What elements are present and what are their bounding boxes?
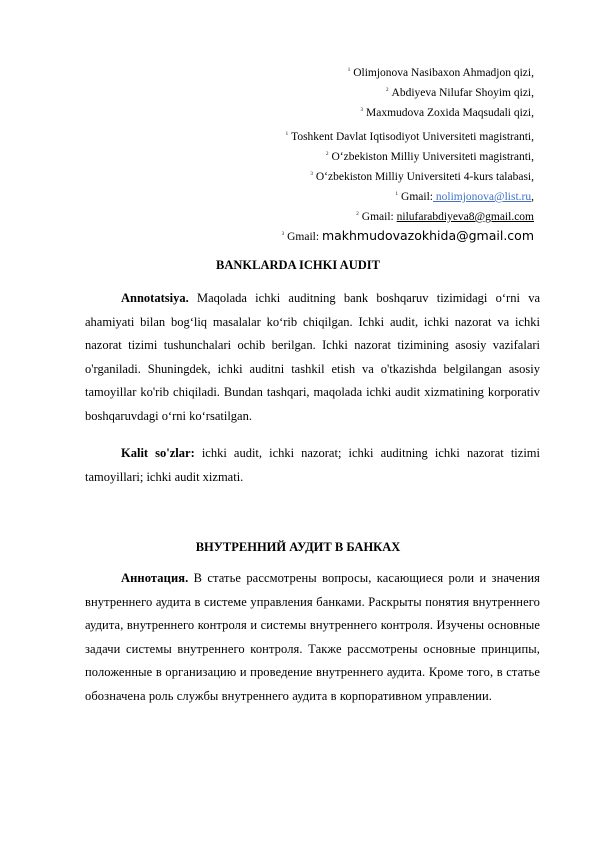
affiliation-text: Toshkent Davlat Iqtisodiyot Universiteti magistranti, — [291, 131, 534, 144]
email-1 — [282, 186, 534, 206]
author-name-text: Abdiyeva Nilufar Shoyim qizi, — [391, 86, 534, 99]
footnote-marker: 1 — [347, 68, 351, 73]
ru-abstract — [85, 567, 540, 708]
author-name-text: Olimjonova Nasibaxon Ahmadjon qizi, — [353, 66, 534, 79]
keywords-text: ichki audit, ichki nazorat; ichki auditning ichki nazorat tizimi tamoyillari; ichki audit xizmati. — [85, 446, 540, 484]
affiliation-2 — [282, 146, 534, 166]
uz-abstract — [85, 287, 540, 428]
abstract-label: Аннотация. — [121, 571, 189, 585]
affiliation-text: O‘zbekiston Milliy Universiteti 4-kurs talabasi, — [315, 170, 534, 183]
footnote-marker: 2 — [326, 152, 329, 158]
abstract-text: Maqolada ichki auditning bank boshqaruv tizimidagi o‘rni va ahamiyati bilan bog‘liq masalalar ko‘rib chiqilgan. Ichki audit, ichki nazorat va ichki nazorat tizimi tushunchalari ochib berilgan. Ichki nazorat tizimining asosiy vazifalari o'rganiladi. Shuningdek, ichki auditni tashkil etish va o'tkazishda belgilangan asosiy tamoyillar ko'rib chiqiladi. Bundan tashqari, maqolada ichki audit xizmatining korporativ boshqaruvdagi o‘rni ko‘rsatilgan. — [85, 291, 540, 423]
email-link[interactable]: nolimjonova@list.ru — [433, 190, 532, 203]
email-label: Gmail: — [361, 210, 394, 223]
author-name-text: Maxmudova Zoxida Maqsudali qizi, — [366, 106, 534, 119]
email-suffix: , — [531, 190, 534, 203]
footnote-marker: 3 — [310, 172, 313, 178]
email-2 — [282, 206, 534, 226]
author-name-1 — [282, 62, 534, 82]
footnote-marker: 2 — [386, 87, 389, 93]
keywords-label: Kalit so'zlar: — [121, 446, 195, 460]
footnote-marker: 3 — [281, 231, 285, 237]
uz-title: BANKLARDA ICHKI AUDIT — [216, 258, 380, 272]
email-link[interactable]: nilufarabdiyeva8@gmail.com — [396, 210, 534, 223]
email-label: Gmail: — [287, 230, 320, 243]
affiliation-text: O‘zbekiston Milliy Universiteti magistranti, — [331, 151, 534, 164]
affiliation-1 — [282, 126, 534, 146]
author-name-3 — [282, 102, 534, 122]
email-3 — [282, 226, 534, 246]
ru-title: ВНУТРЕННИЙ АУДИТ В БАНКАХ — [195, 540, 401, 554]
author-name-2 — [282, 82, 534, 102]
footnote-marker: 1 — [285, 132, 289, 138]
email-text: makhmudovazokhida@gmail.com — [321, 227, 534, 243]
abstract-text: В статье рассмотрены вопросы, касающиеся роли и значения внутреннего аудита в системе управления банками. Раскрыты понятия внутреннего аудита, внутреннего контроля и системы внутреннего контроля. Изучены основные задачи системы внутреннего контроля. Также рассмотрены основные принципы, положенные в организацию и проведение внутреннего аудита. Кроме того, в статье обозначена роль службы внутреннего аудита в корпоративном управлении. — [85, 571, 540, 703]
email-label: Gmail: — [401, 190, 433, 203]
affiliation-3 — [282, 166, 534, 186]
abstract-label: Annotatsiya. — [121, 291, 189, 305]
footnote-marker: 2 — [356, 211, 359, 217]
footnote-marker: 1 — [395, 191, 399, 197]
uz-keywords — [85, 442, 540, 489]
author-block — [282, 62, 534, 245]
footnote-marker: 3 — [360, 107, 363, 113]
